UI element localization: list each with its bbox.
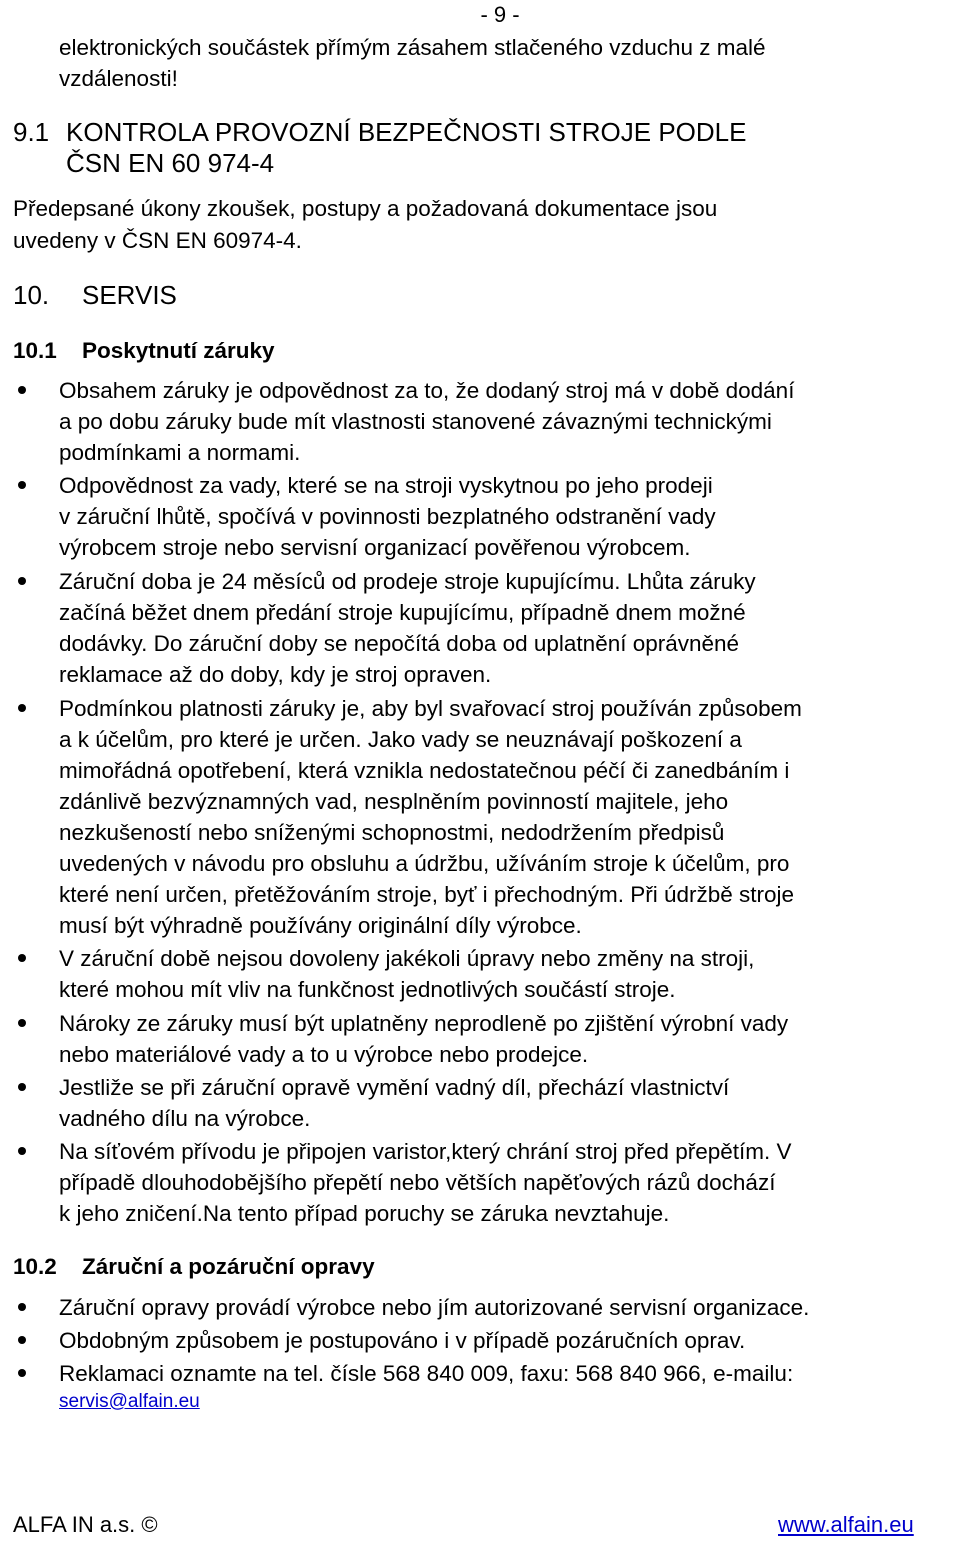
section-9-1-body-2: uvedeny v ČSN EN 60974-4. xyxy=(13,228,302,253)
bullet-dot xyxy=(18,954,26,962)
bullet-dot xyxy=(18,1019,26,1027)
section-9-1-title: KONTROLA PROVOZNÍ BEZPEČNOSTI STROJE PODLE xyxy=(66,117,747,147)
footer-company: ALFA IN a.s. © xyxy=(13,1512,158,1537)
warranty-bullet-4-line: uvedených v návodu pro obsluhu a údržbu, užíváním stroje k účelům, pro xyxy=(59,851,790,876)
page-number: - 9 - xyxy=(480,2,520,27)
bullet-dot xyxy=(18,1147,26,1155)
section-10-2-title: Záruční a pozáruční opravy xyxy=(82,1254,375,1279)
warranty-bullet-3-line: dodávky. Do záruční doby se nepočítá doba od uplatnění oprávněné xyxy=(59,631,740,656)
bullet-dot xyxy=(18,577,26,585)
warranty-bullet-3-line: Záruční doba je 24 měsíců od prodeje stroje kupujícímu. Lhůta záruky xyxy=(59,569,756,594)
section-9-1-body-1: Předepsané úkony zkoušek, postupy a požadovaná dokumentace jsou xyxy=(13,196,718,221)
repair-bullet-2: Obdobným způsobem je postupováno i v případě pozáručních oprav. xyxy=(59,1328,746,1353)
service-email-link[interactable]: servis@alfain.eu xyxy=(59,1391,200,1412)
section-10-1-title: Poskytnutí záruky xyxy=(82,338,275,363)
warranty-bullet-2-line: Odpovědnost za vady, které se na stroji vyskytnou po jeho prodeji xyxy=(59,473,713,498)
repair-bullet-1: Záruční opravy provádí výrobce nebo jím autorizované servisní organizace. xyxy=(59,1295,810,1320)
warranty-bullet-4-line: zdánlivě bezvýznamných vad, nesplněním povinností majitele, jeho xyxy=(59,789,729,814)
warranty-bullet-1-line: podmínkami a normami. xyxy=(59,440,301,465)
bullet-dot xyxy=(18,704,26,712)
warranty-bullet-2-line: výrobcem stroje nebo servisní organizací pověřenou výrobcem. xyxy=(59,535,691,560)
warranty-bullet-7-line: Jestliže se při záruční opravě vymění vadný díl, přechází vlastnictví xyxy=(59,1075,730,1100)
section-10-title: SERVIS xyxy=(82,280,177,310)
warranty-bullet-8-line: Na síťovém přívodu je připojen varistor,který chrání stroj před přepětím. V xyxy=(59,1139,792,1164)
bullet-dot xyxy=(18,1369,26,1377)
bullet-dot xyxy=(18,386,26,394)
warranty-bullet-4-line: nezkušeností nebo sníženými schopnostmi, nedodržením předpisů xyxy=(59,820,725,845)
warranty-bullet-8-line: k jeho zničení.Na tento případ poruchy se záruka nevztahuje. xyxy=(59,1201,670,1226)
warranty-bullet-4-line: které není určen, přetěžováním stroje, byť i přechodným. Při údržbě stroje xyxy=(59,882,795,907)
section-10-2-number: 10.2 xyxy=(13,1254,57,1279)
bullet-dot xyxy=(18,1336,26,1344)
warranty-bullet-3-line: reklamace až do doby, kdy je stroj opraven. xyxy=(59,662,492,687)
section-10-1-number: 10.1 xyxy=(13,338,57,363)
warranty-bullet-4-line: a k účelům, pro které je určen. Jako vady se neuznávají poškození a xyxy=(59,727,742,752)
section-9-1-title-2: ČSN EN 60 974-4 xyxy=(66,148,275,178)
warranty-bullet-5-line: které mohou mít vliv na funkčnost jednotlivých součástí stroje. xyxy=(59,977,676,1002)
warranty-bullet-4-line: Podmínkou platnosti záruky je, aby byl svařovací stroj používán způsobem xyxy=(59,696,802,721)
warranty-bullet-3-line: začíná běžet dnem předání stroje kupujícímu, případně dnem možné xyxy=(59,600,746,625)
warranty-bullet-5-line: V záruční době nejsou dovoleny jakékoli úpravy nebo změny na stroji, xyxy=(59,946,755,971)
warranty-bullet-6-line: Nároky ze záruky musí být uplatněny neprodleně po zjištění výrobní vady xyxy=(59,1011,789,1036)
footer-website-link[interactable]: www.alfain.eu xyxy=(778,1512,914,1537)
warranty-bullet-1-line: a po dobu záruky bude mít vlastnosti stanovené závaznými technickými xyxy=(59,409,772,434)
intro-line-1: elektronických součástek přímým zásahem stlačeného vzduchu z malé xyxy=(59,35,766,60)
intro-line-2: vzdálenosti! xyxy=(59,66,178,91)
warranty-bullet-1-line: Obsahem záruky je odpovědnost za to, že dodaný stroj má v době dodání xyxy=(59,378,795,403)
bullet-dot xyxy=(18,1083,26,1091)
section-9-1-number: 9.1 xyxy=(13,117,50,147)
section-10-number: 10. xyxy=(13,280,50,310)
bullet-dot xyxy=(18,481,26,489)
bullet-dot xyxy=(18,1303,26,1311)
warranty-bullet-2-line: v záruční lhůtě, spočívá v povinnosti bezplatného odstranění vady xyxy=(59,504,716,529)
warranty-bullet-4-line: mimořádná opotřebení, která vznikla nedostatečnou péčí či zanedbáním i xyxy=(59,758,790,783)
warranty-bullet-7-line: vadného dílu na výrobce. xyxy=(59,1106,311,1131)
warranty-bullet-4-line: musí být výhradně používány originální díly výrobce. xyxy=(59,913,582,938)
warranty-bullet-8-line: případě dlouhodobějšího přepětí nebo větších napěťových rázů dochází xyxy=(59,1170,776,1195)
warranty-bullet-6-line: nebo materiálové vady a to u výrobce nebo prodejce. xyxy=(59,1042,589,1067)
repair-bullet-3: Reklamaci oznamte na tel. čísle 568 840 009, faxu: 568 840 966, e-mailu: xyxy=(59,1361,794,1386)
